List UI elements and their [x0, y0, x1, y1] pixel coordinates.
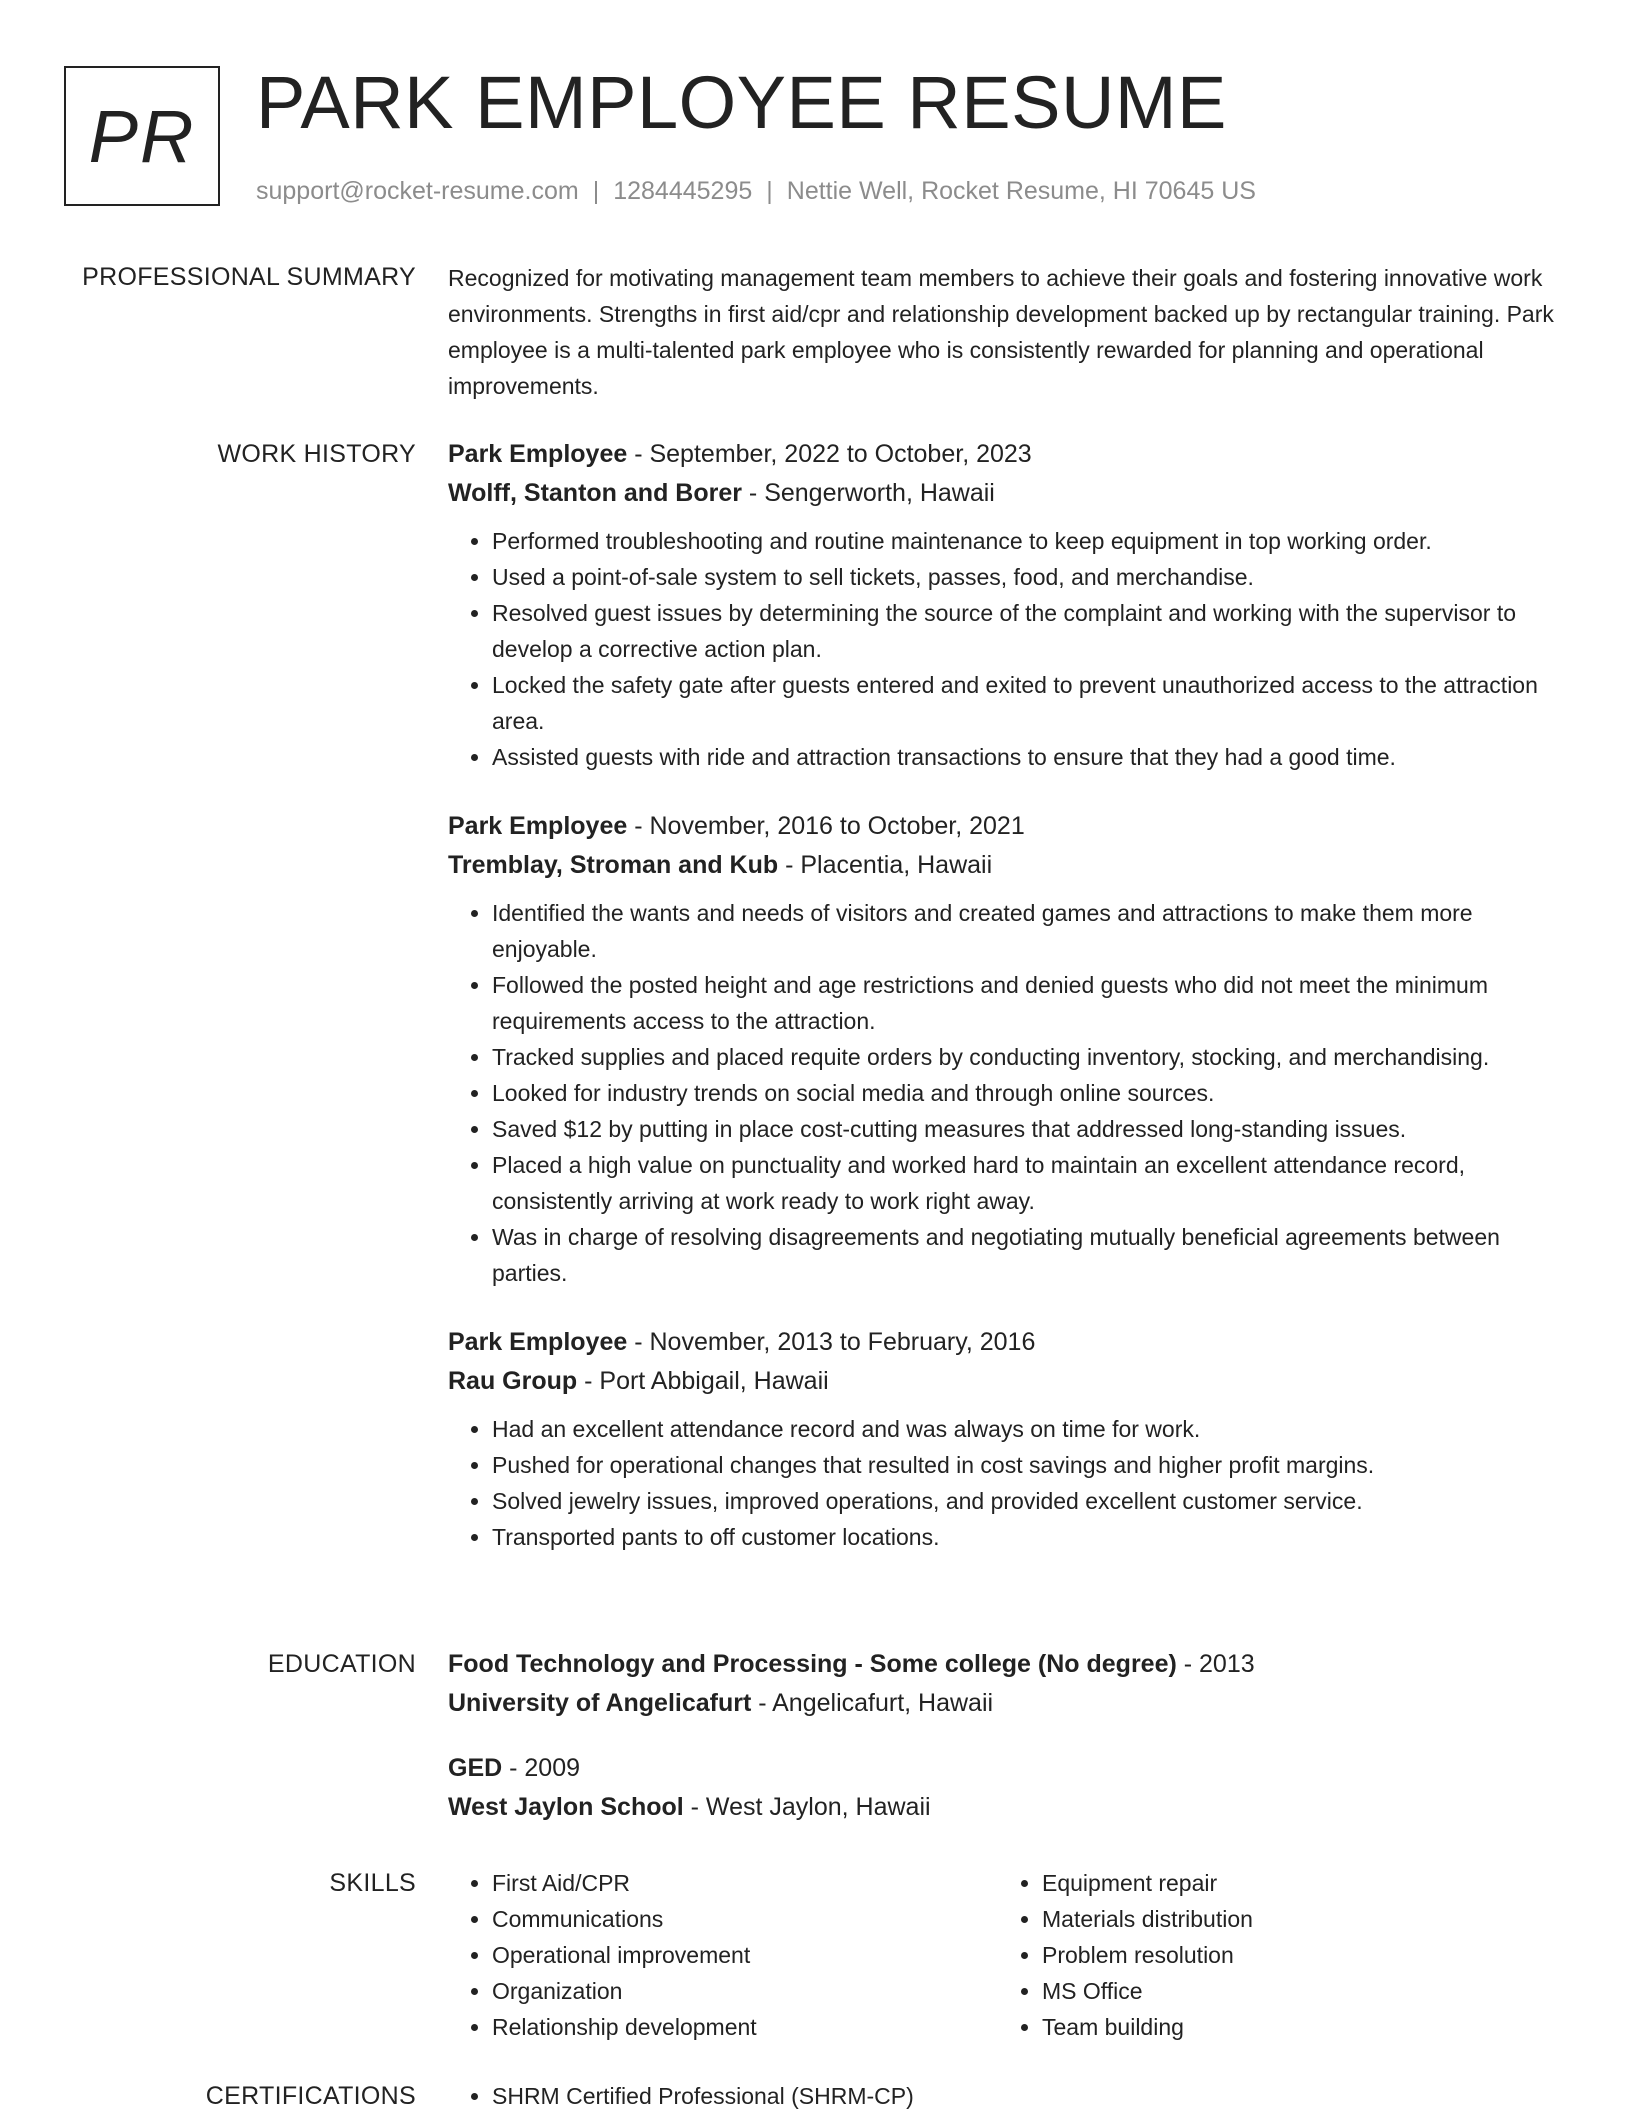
summary-body: [448, 260, 1568, 404]
skill-item: • MS Office: [1042, 1973, 1548, 2009]
summary-text: Recognized for motivating management team members to achieve their goals and fostering innovative work environments. Strengths in first aid/cpr and relationship development backed up by rectangular training. Park employee is a multi-talented park employee who is consistently rewarded for planning and operational improvements.: [448, 265, 1554, 399]
education-entry: [448, 1749, 1568, 1827]
job-entry: [448, 807, 1568, 1291]
certifications-list: [448, 2078, 1568, 2114]
job-entry: [448, 435, 1568, 775]
skills-list-left: [448, 1865, 998, 2045]
job-bullet-list: [448, 523, 1568, 775]
job-title: Park Employee: [448, 1328, 628, 1356]
skill-item: • Operational improvement: [492, 1937, 998, 1973]
section-label-skills: SKILLS: [329, 1869, 416, 1897]
job-title: Park Employee: [448, 812, 628, 840]
skill-item: • Equipment repair: [1042, 1865, 1548, 1901]
section-label-certifications: CERTIFICATIONS: [205, 2082, 416, 2110]
contact-line: [256, 176, 1256, 206]
education-year: - 2013: [1176, 1650, 1255, 1678]
education-school: University of Angelicafurt: [448, 1689, 752, 1717]
education-body: [448, 1645, 1568, 1853]
job-bullet: • Performed troubleshooting and routine maintenance to keep equipment in top working order.: [492, 523, 1568, 559]
education-degree-line: [448, 1645, 1568, 1684]
skill-item: • Organization: [492, 1973, 998, 2009]
job-bullet: • Assisted guests with ride and attraction transactions to ensure that they had a good time.: [492, 739, 1568, 775]
job-location: - Port Abbigail, Hawaii: [577, 1367, 829, 1395]
job-bullet-list: [448, 895, 1568, 1291]
job-entry: [448, 1323, 1568, 1555]
resume-title: PARK EMPLOYEE RESUME: [256, 61, 1227, 144]
skill-item: • First Aid/CPR: [492, 1865, 998, 1901]
education-school-line: [448, 1684, 1568, 1723]
job-bullet: • Placed a high value on punctuality and worked hard to maintain an excellent attendance record, consistently arriving at work ready to work right away.: [492, 1147, 1568, 1219]
education-degree: Food Technology and Processing - Some college (No degree): [448, 1650, 1177, 1678]
section-label-summary: PROFESSIONAL SUMMARY: [82, 263, 416, 291]
education-degree: GED: [448, 1754, 503, 1782]
education-degree-line: [448, 1749, 1568, 1788]
job-title: Park Employee: [448, 440, 628, 468]
education-year: - 2009: [502, 1754, 581, 1782]
job-bullet: • Resolved guest issues by determining the source of the complaint and working with the supervisor to develop a corrective action plan.: [492, 595, 1568, 667]
job-bullet: • Identified the wants and needs of visitors and created games and attractions to make them more enjoyable.: [492, 895, 1568, 967]
job-location: - Sengerworth, Hawaii: [741, 479, 995, 507]
job-company-line: [448, 846, 1568, 885]
education-school: West Jaylon School: [448, 1793, 684, 1821]
work-history-body: [448, 435, 1568, 1587]
job-bullet: • Transported pants to off customer locations.: [492, 1519, 1568, 1555]
section-label-work-history: WORK HISTORY: [217, 440, 416, 468]
job-bullet: • Had an excellent attendance record and was always on time for work.: [492, 1411, 1568, 1447]
skills-grid: [448, 1865, 1568, 2045]
skill-item: • Materials distribution: [1042, 1901, 1548, 1937]
skill-item: • Relationship development: [492, 2009, 998, 2045]
monogram-box: [64, 66, 220, 206]
job-dates: - November, 2013 to February, 2016: [627, 1328, 1036, 1356]
job-company: Rau Group: [448, 1367, 578, 1395]
skills-list-right: [998, 1865, 1548, 2045]
certifications-body: [448, 2078, 1568, 2114]
job-company: Tremblay, Stroman and Kub: [448, 851, 779, 879]
job-title-line: [448, 807, 1568, 846]
job-company-line: [448, 1362, 1568, 1401]
contact-separator: |: [766, 177, 773, 205]
job-bullet: • Used a point-of-sale system to sell tickets, passes, food, and merchandise.: [492, 559, 1568, 595]
job-title-line: [448, 435, 1568, 474]
job-bullet: • Looked for industry trends on social media and through online sources.: [492, 1075, 1568, 1111]
job-bullet-list: [448, 1411, 1568, 1555]
job-location: - Placentia, Hawaii: [778, 851, 993, 879]
certification-item: • SHRM Certified Professional (SHRM-CP): [492, 2078, 1568, 2114]
job-bullet: • Was in charge of resolving disagreements and negotiating mutually beneficial agreements between parties.: [492, 1219, 1568, 1291]
contact-separator: |: [592, 177, 600, 205]
education-location: - West Jaylon, Hawaii: [683, 1793, 931, 1821]
job-company-line: [448, 474, 1568, 513]
job-bullet: • Solved jewelry issues, improved operations, and provided excellent customer service.: [492, 1483, 1568, 1519]
skills-body: [448, 1865, 1568, 2045]
job-bullet: • Tracked supplies and placed requite orders by conducting inventory, stocking, and merchandising.: [492, 1039, 1568, 1075]
skill-item: • Team building: [1042, 2009, 1548, 2045]
education-location: - Angelicafurt, Hawaii: [751, 1689, 994, 1717]
contact-phone: 1284445295: [613, 177, 753, 205]
job-bullet: • Followed the posted height and age restrictions and denied guests who did not meet the minimum requirements access to the attraction.: [492, 967, 1568, 1039]
contact-address: Nettie Well, Rocket Resume, HI 70645 US: [786, 177, 1256, 205]
job-bullet: • Saved $12 by putting in place cost-cutting measures that addressed long-standing issues.: [492, 1111, 1568, 1147]
skill-item: • Problem resolution: [1042, 1937, 1548, 1973]
education-school-line: [448, 1788, 1568, 1827]
job-bullet: • Pushed for operational changes that resulted in cost savings and higher profit margins.: [492, 1447, 1568, 1483]
job-company: Wolff, Stanton and Borer: [448, 479, 742, 507]
job-dates: - November, 2016 to October, 2021: [627, 812, 1025, 840]
section-label-education: EDUCATION: [267, 1650, 416, 1678]
job-dates: - September, 2022 to October, 2023: [627, 440, 1032, 468]
contact-email: support@rocket-resume.com: [256, 177, 579, 205]
job-title-line: [448, 1323, 1568, 1362]
education-entry: [448, 1645, 1568, 1723]
job-bullet: • Locked the safety gate after guests entered and exited to prevent unauthorized access to the attraction area.: [492, 667, 1568, 739]
skill-item: • Communications: [492, 1901, 998, 1937]
monogram-initials: PR: [88, 94, 196, 178]
